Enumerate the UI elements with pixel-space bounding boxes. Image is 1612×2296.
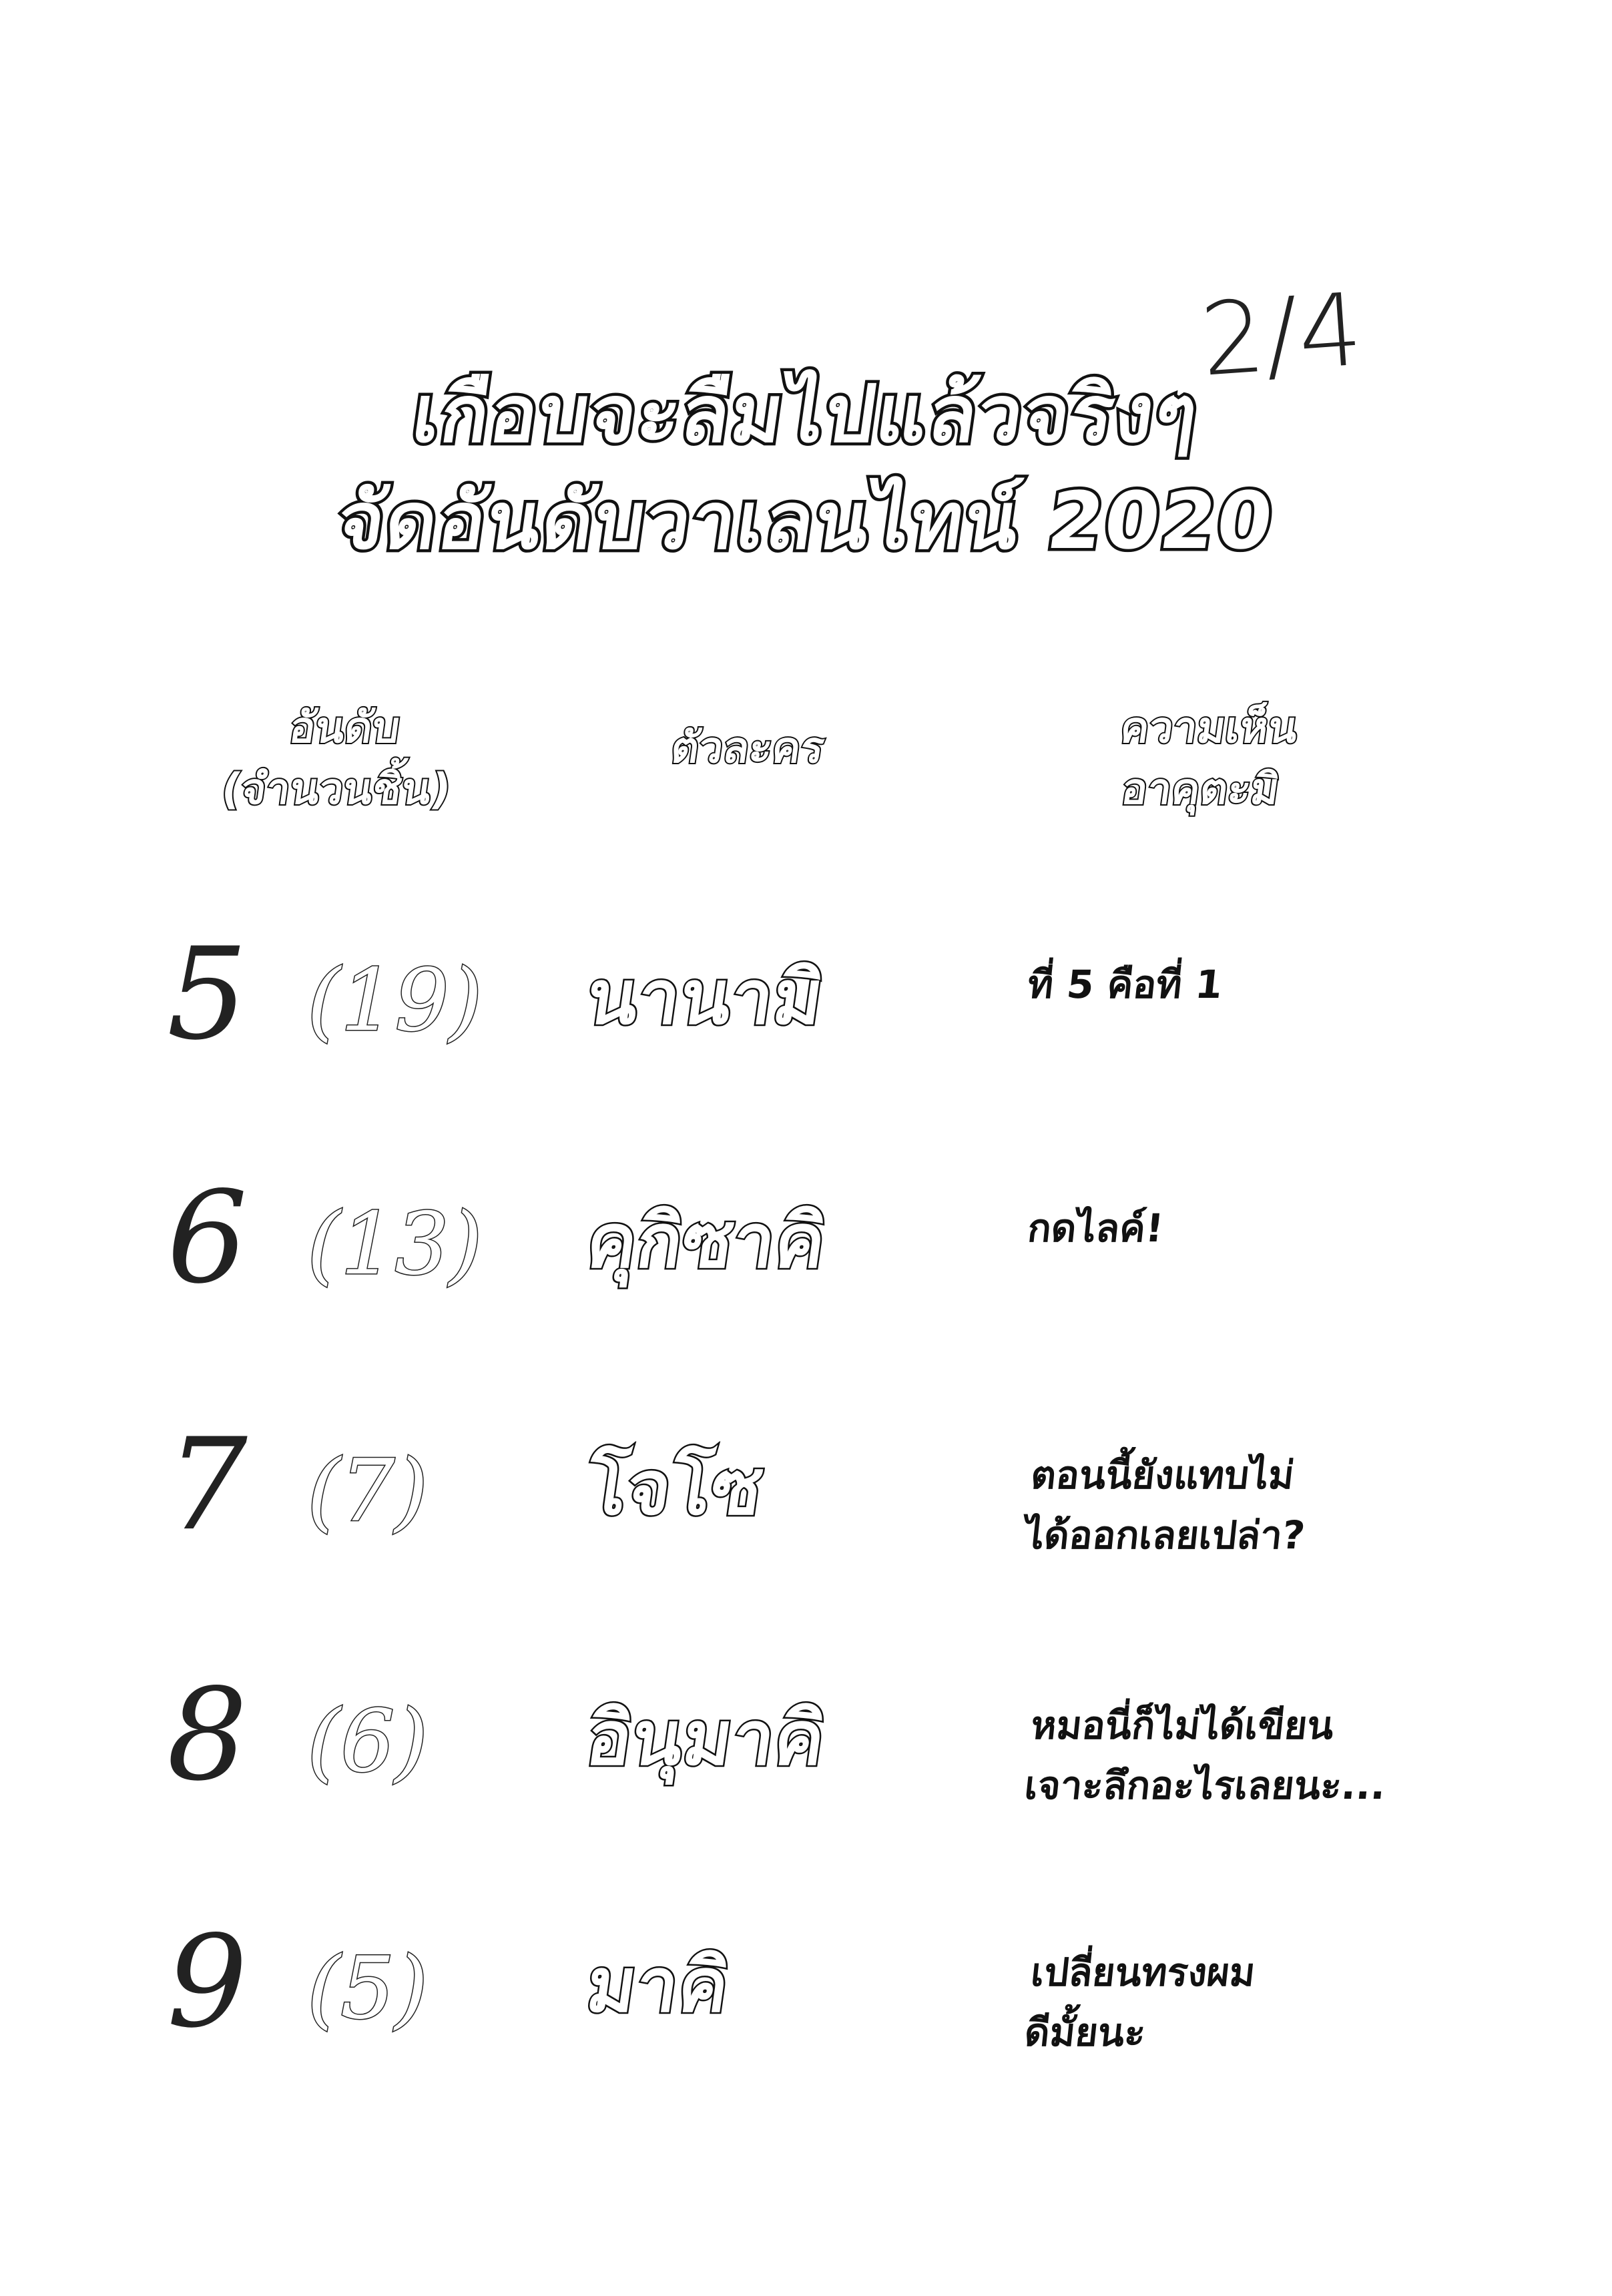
comment bbox=[1022, 1445, 1515, 1565]
comment-line-1: ตอนนี้ยังแทบไม่ bbox=[1029, 1452, 1297, 1498]
rank-number: 8 bbox=[167, 1661, 248, 1809]
title-line-1: เกือบจะลืมไปแล้วจริงๆ bbox=[407, 368, 1205, 460]
header-rank-label: อันดับ bbox=[286, 703, 403, 753]
title-line-2: จัดอันดับวาเลนไทน์ 2020 bbox=[332, 475, 1280, 567]
character-name: นานามิ bbox=[581, 954, 829, 1041]
vote-count: (19) bbox=[307, 951, 483, 1051]
character-name: โจโซ bbox=[581, 1445, 769, 1532]
comment bbox=[1022, 1695, 1515, 1815]
header-comment-author: อาคุตะมิ bbox=[1118, 765, 1283, 814]
comment bbox=[1022, 1942, 1515, 2062]
vote-count: (7) bbox=[307, 1442, 429, 1541]
ranking-row bbox=[0, 1662, 1612, 1835]
rank-number: 9 bbox=[167, 1908, 248, 2056]
header-comment-label: ความเห็น bbox=[1117, 703, 1302, 753]
comment-line-2: ได้ออกเลยเปล่า? bbox=[1022, 1512, 1308, 1558]
rank-number: 6 bbox=[167, 1164, 248, 1312]
ranking-row bbox=[0, 1909, 1612, 2082]
vote-count: (13) bbox=[307, 1195, 483, 1294]
comment-line-2: ดีมั้ยนะ bbox=[1022, 2010, 1148, 2055]
comment-line-1: ที่ 5 คือที่ 1 bbox=[1025, 962, 1225, 1007]
ranking-row bbox=[0, 1412, 1612, 1585]
header-character-label: ตัวละคร bbox=[667, 724, 828, 773]
comment-line-2: เจาะลึกอะไรเลยนะ... bbox=[1022, 1763, 1388, 1808]
vote-count: (5) bbox=[307, 1939, 429, 2038]
ranking-row bbox=[0, 1165, 1612, 1338]
vote-count: (6) bbox=[307, 1692, 429, 1791]
comment-line-1: หมอนี่ก็ไม่ได้เขียน bbox=[1029, 1703, 1336, 1748]
header-character bbox=[570, 718, 926, 779]
character-name: อินุมาคิ bbox=[581, 1695, 831, 1782]
header-rank bbox=[145, 697, 536, 820]
header-rank-sublabel: (จำนวนชิ้น) bbox=[218, 765, 455, 814]
page-title bbox=[0, 360, 1612, 574]
rank-number: 7 bbox=[167, 1411, 248, 1558]
comment-line-1: เปลี่ยนทรงผม bbox=[1029, 1950, 1258, 1995]
comment bbox=[1025, 1198, 1511, 1258]
comment bbox=[1025, 954, 1511, 1015]
page-number-handwritten: 2/4 bbox=[1197, 272, 1366, 399]
ranking-row bbox=[0, 921, 1612, 1095]
rank-number: 5 bbox=[167, 920, 248, 1068]
comment-line-1: กดไลค์! bbox=[1025, 1205, 1166, 1251]
character-name: มาคิ bbox=[581, 1942, 735, 2029]
character-name: คุกิซาคิ bbox=[581, 1198, 832, 1285]
header-comment bbox=[979, 697, 1430, 820]
